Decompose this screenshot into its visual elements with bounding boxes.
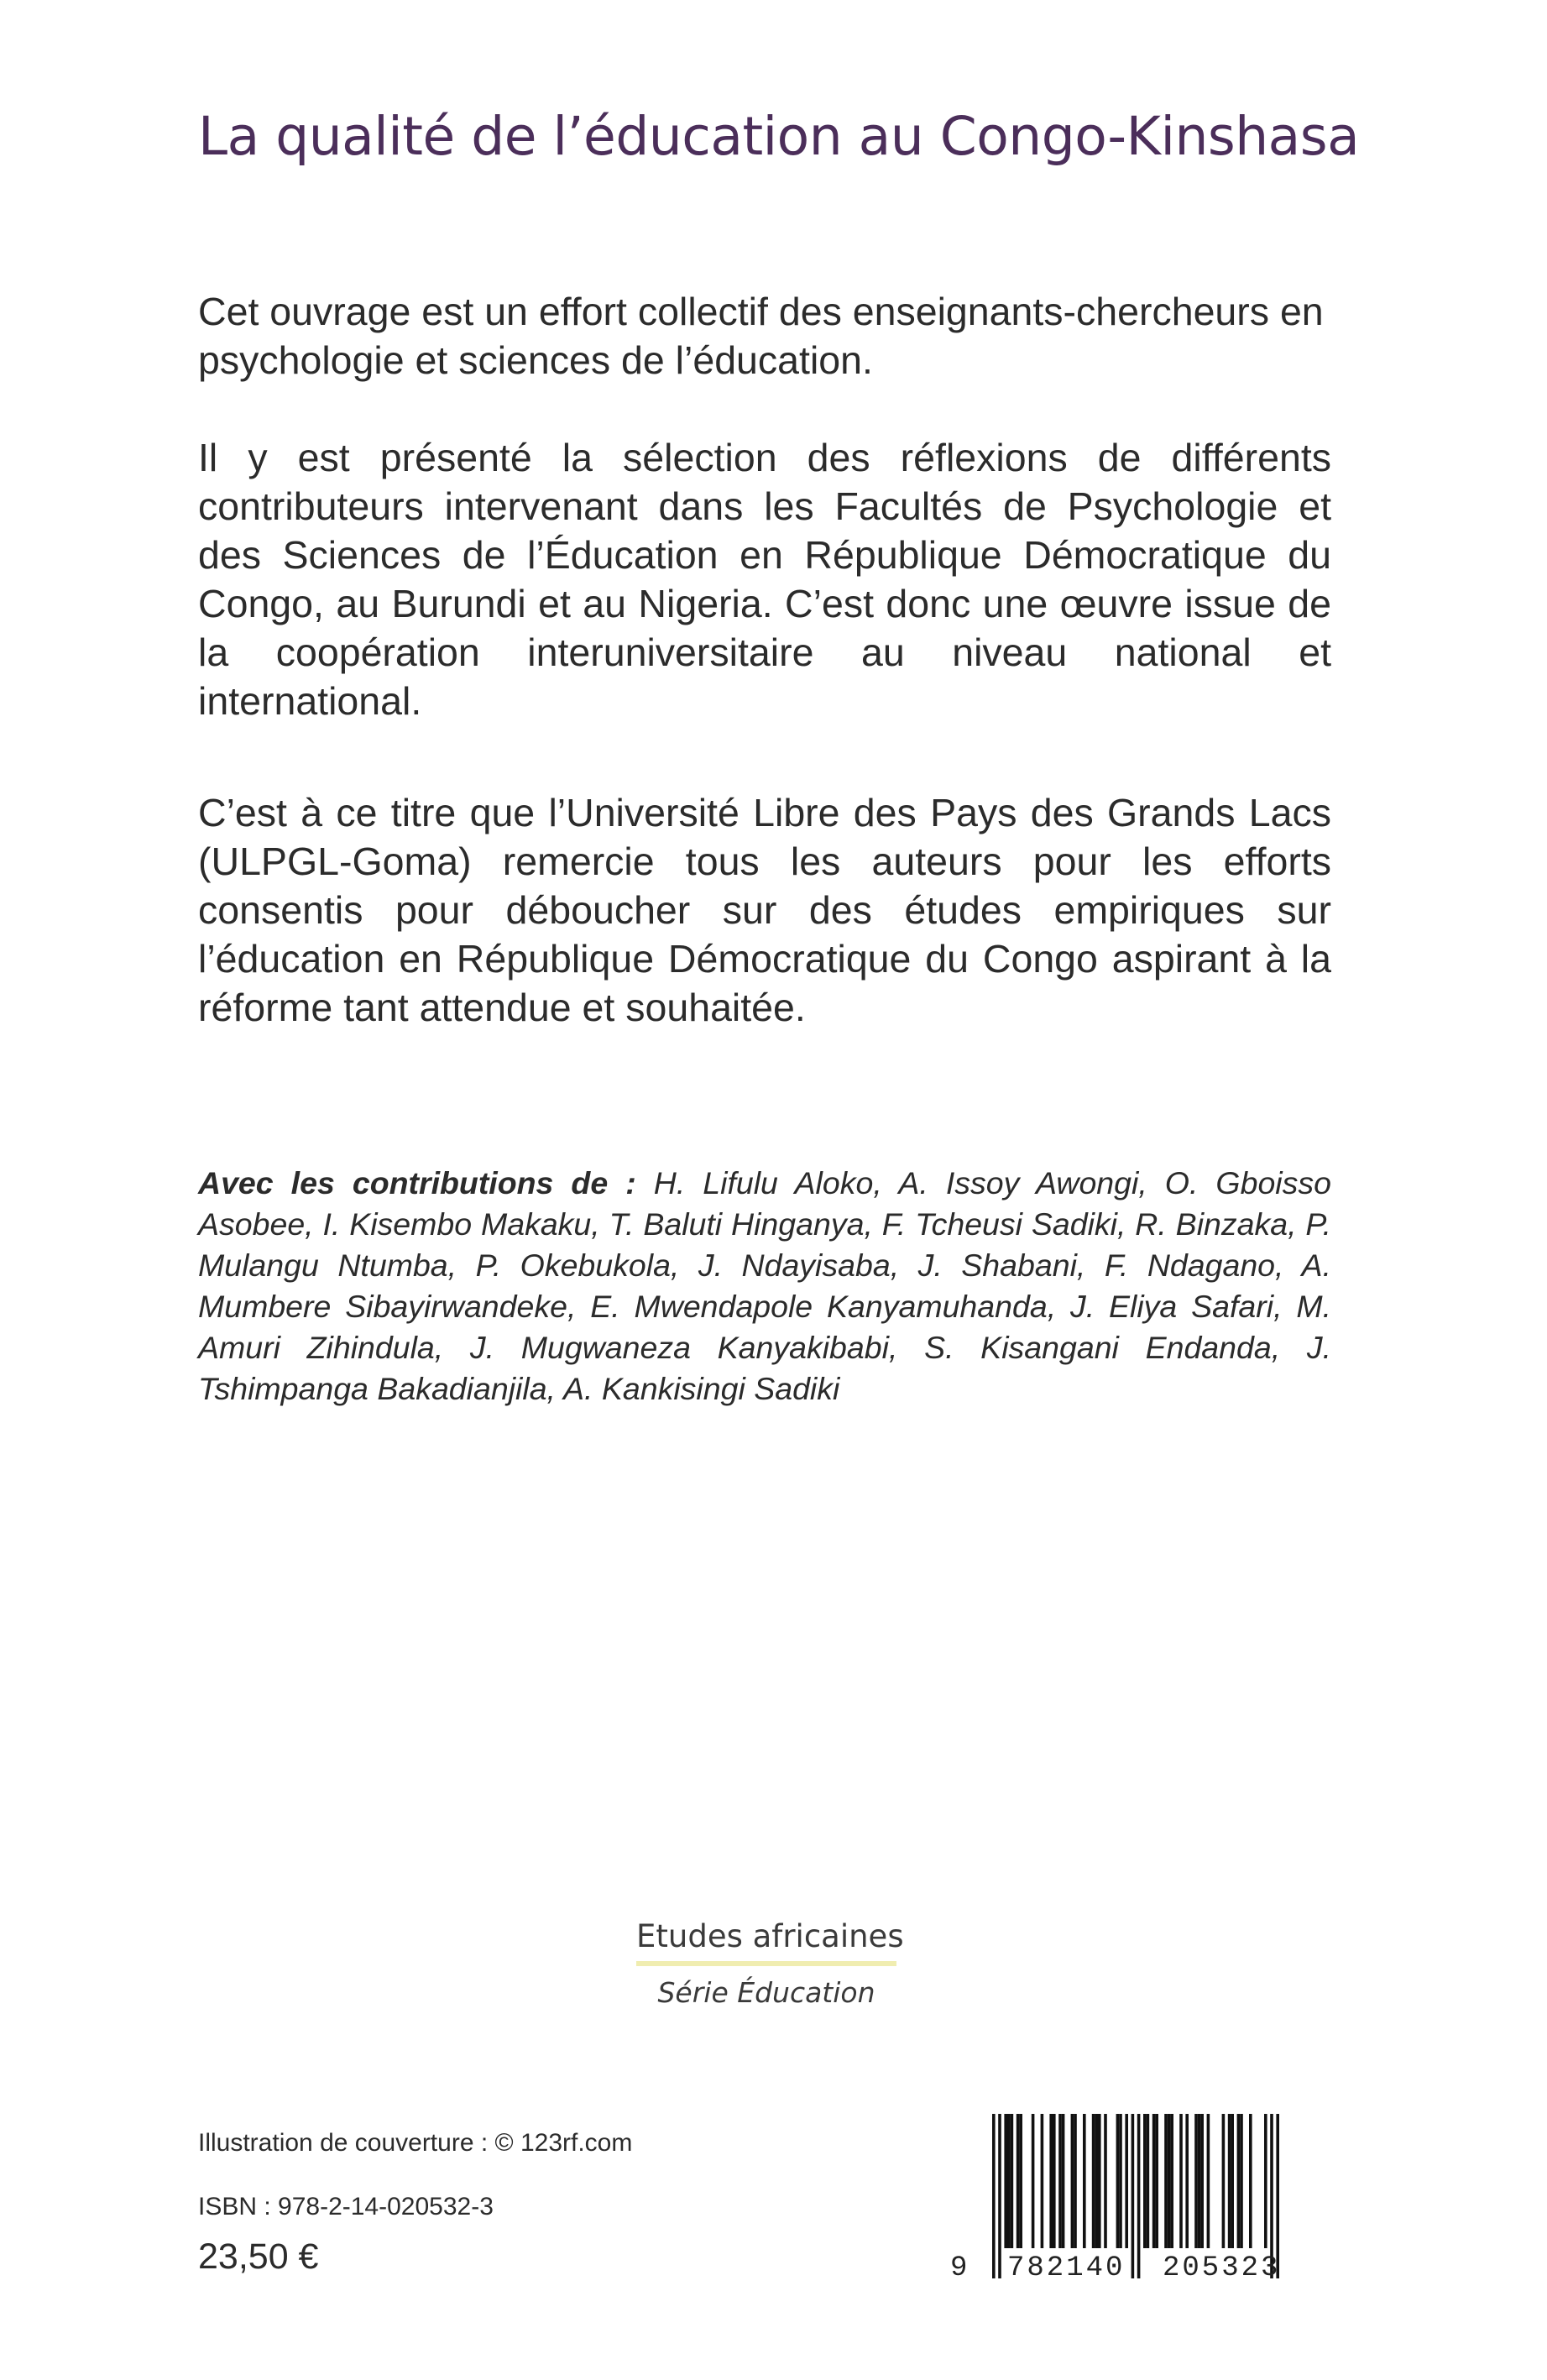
barcode-bar xyxy=(1168,2114,1171,2248)
paragraph-text: Il y est présenté la sélection des réflexions de différents contributeurs intervenant dans les Facultés de Psychologie et des Sciences de l’Éducation en République Démocratique du Congo, au Burundi et au Nigeria. C’est donc une œuvre issue de la coopération interuniversitaire au niveau national et international. xyxy=(198,436,1331,723)
barcode-bar xyxy=(1062,2114,1065,2248)
barcode-bar xyxy=(1017,2114,1020,2248)
barcode-graphic xyxy=(949,2114,1335,2282)
barcode-bar xyxy=(1170,2114,1173,2248)
series-name: Etudes africaines xyxy=(636,1918,904,1954)
barcode-bar xyxy=(1011,2114,1014,2248)
barcode-bar xyxy=(1092,2114,1095,2248)
contributors-names: H. Lifulu Aloko, A. Issoy Awongi, O. Gboisso Asobee, I. Kisembo Makaku, T. Baluti Hinganya, F. Tcheusi Sadiki, R. Binzaka, P. Mulangu Ntumba, P. Okebukola, J. Ndayisaba, J. Shabani, F. Ndagano, A. Mumbere Sibayirwandeke, E. Mwendapole Kanyamuhanda, J. Eliya Safari, M. Amuri Zihindula, J. Mugwaneza Kanyakibabi, S. Kisangani Endanda, J. Tshimpanga Bakadianjila, A. Kankisingi Sadiki xyxy=(198,1165,1331,1406)
summary-paragraph-1 xyxy=(198,287,1331,384)
barcode-bar xyxy=(1007,2114,1011,2248)
book-title: La qualité de l’éducation au Congo-Kinshasa xyxy=(198,106,1360,167)
barcode-bar xyxy=(1041,2114,1044,2248)
isbn: ISBN : 978-2-14-020532-3 xyxy=(198,2193,494,2220)
barcode-bar xyxy=(1098,2114,1101,2248)
barcode-bar xyxy=(1152,2114,1156,2248)
barcode-bar xyxy=(1053,2114,1056,2248)
barcode-bar xyxy=(1240,2114,1243,2248)
barcode-bar xyxy=(1207,2114,1210,2248)
barcode-bar xyxy=(1058,2114,1062,2248)
barcode-bar xyxy=(1179,2114,1183,2248)
contributors-block xyxy=(198,1163,1331,1410)
price: 23,50 € xyxy=(198,2236,319,2277)
barcode-bar xyxy=(1095,2114,1098,2248)
paragraph-text: Cet ouvrage est un effort collectif des enseignants-chercheurs en psychologie et sciences de l’éducation. xyxy=(198,290,1324,382)
barcode-right-digits: 205323 xyxy=(1163,2252,1281,2282)
cover-illustration-credit: Illustration de couverture : © 123rf.com xyxy=(198,2129,633,2157)
barcode-bar xyxy=(1049,2114,1053,2248)
contributors-lead: Avec les contributions de : xyxy=(198,1165,636,1200)
barcode-bar xyxy=(1231,2114,1234,2248)
barcode-guard-bar xyxy=(1132,2114,1135,2278)
barcode-first-digit: 9 xyxy=(950,2252,968,2282)
barcode-bar xyxy=(1264,2114,1267,2248)
barcode-bar xyxy=(1116,2114,1120,2248)
barcode-bar xyxy=(1074,2114,1077,2248)
barcode-bar xyxy=(1143,2114,1147,2248)
barcode-bar xyxy=(1104,2114,1107,2248)
barcode-left-digits: 782140 xyxy=(1007,2252,1126,2282)
barcode-bar xyxy=(1147,2114,1150,2248)
barcode-bar xyxy=(1237,2114,1241,2248)
barcode-bar xyxy=(1019,2114,1022,2248)
barcode-bar xyxy=(1228,2114,1231,2248)
barcode xyxy=(949,2114,1335,2282)
summary-paragraph-3 xyxy=(198,788,1331,1032)
barcode-bar xyxy=(1198,2114,1201,2248)
subseries-name: Série Éducation xyxy=(657,1976,875,2009)
paragraph-text: C’est à ce titre que l’Université Libre des Pays des Grands Lacs (ULPGL-Goma) remercie tous les auteurs pour les efforts consentis pour déboucher sur des études empiriques sur l’éducation en République Démocratique du Congo aspirant à la réforme tant attendue et souhaitée. xyxy=(198,791,1331,1029)
barcode-bar xyxy=(1249,2114,1252,2248)
barcode-bar xyxy=(1155,2114,1158,2248)
barcode-bar xyxy=(1119,2114,1122,2248)
barcode-bar xyxy=(1194,2114,1198,2248)
barcode-guard-bar xyxy=(998,2114,1001,2278)
series-divider xyxy=(636,1961,896,1966)
barcode-guard-bar xyxy=(1137,2114,1141,2278)
barcode-guard-bar xyxy=(992,2114,996,2278)
summary-paragraph-2 xyxy=(198,433,1331,725)
series-logo xyxy=(636,1916,904,2011)
barcode-bar xyxy=(1071,2114,1074,2248)
barcode-bar xyxy=(1200,2114,1204,2248)
barcode-bar xyxy=(1164,2114,1168,2248)
barcode-bar xyxy=(1004,2114,1007,2248)
barcode-bar xyxy=(1083,2114,1086,2248)
barcode-bar xyxy=(1125,2114,1128,2248)
barcode-bar xyxy=(1185,2114,1189,2248)
barcode-bar xyxy=(1222,2114,1226,2248)
barcode-bar xyxy=(1032,2114,1035,2248)
